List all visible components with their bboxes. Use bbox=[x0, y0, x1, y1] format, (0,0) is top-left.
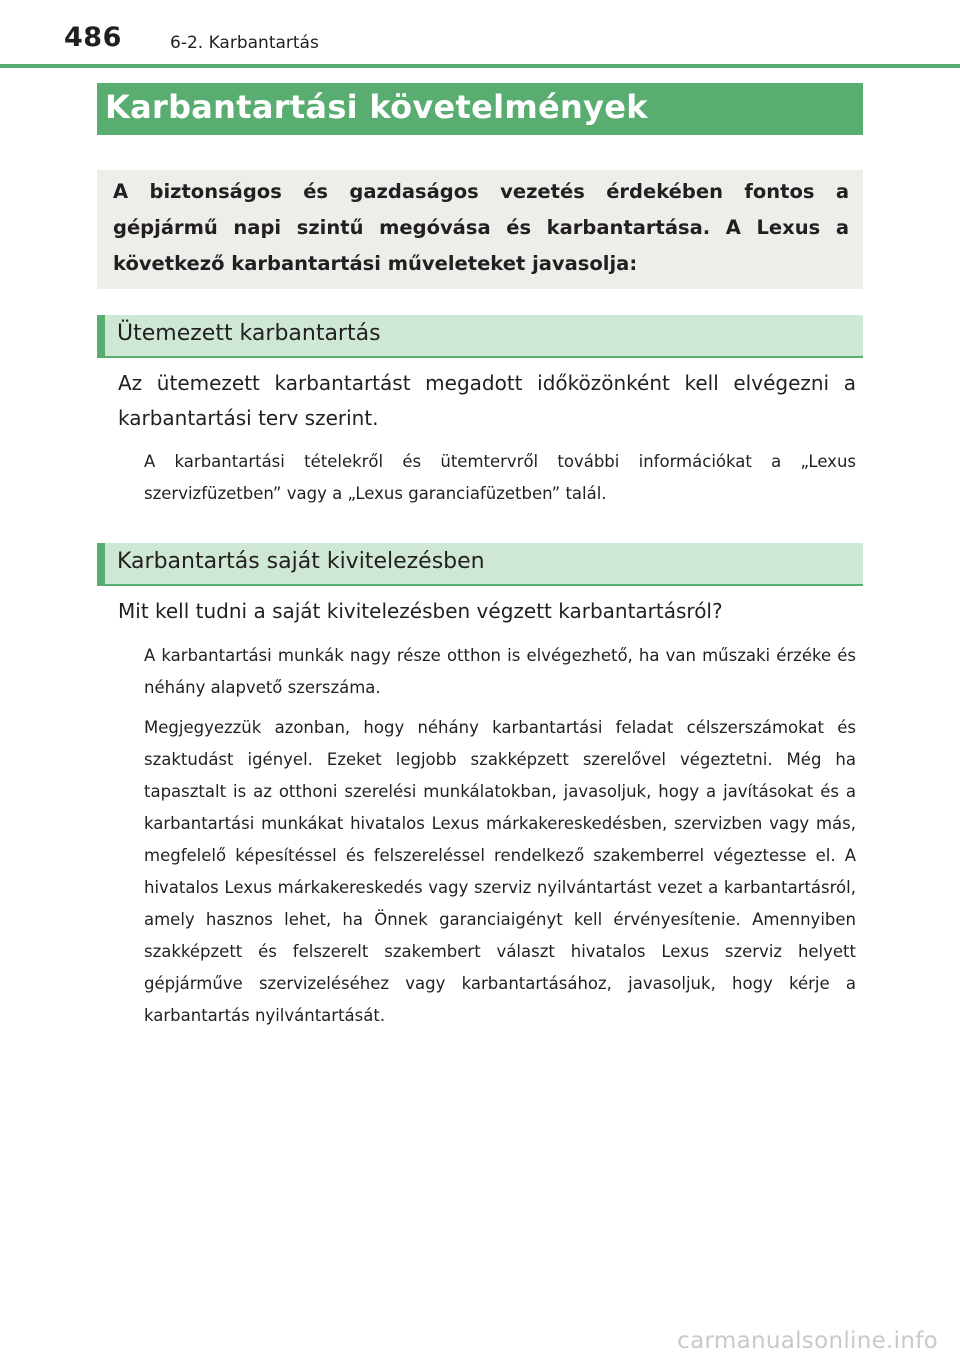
paragraph-scheduled-info: A karbantartási tételekről és ütemtervről további információkat a „Lexus szervizfüzetben” vagy a „Lexus garanciafüzetben” talál. bbox=[144, 452, 856, 503]
intro-text: A biztonságos és gazdaságos vezetés érdekében fontos a gépjármű napi szintű megóvása és karbantartása. A Lexus a következő karbantartási műveleteket javasolja: bbox=[113, 180, 849, 275]
page-title-bar bbox=[97, 83, 863, 135]
section-lead-scheduled: Az ütemezett karbantartást megadott időközönként kell elvégezni a karbantartási terv szerint. bbox=[118, 371, 856, 430]
section-heading-diy bbox=[97, 543, 863, 586]
page-header bbox=[0, 0, 960, 68]
page-title: Karbantartási követelmények bbox=[105, 88, 648, 126]
section-heading-text: Ütemezett karbantartás bbox=[117, 321, 381, 346]
paragraph-diy-note: Megjegyezzük azonban, hogy néhány karbantartási feladat célszerszámokat és szaktudást igényel. Ezeket legjobb szakképzett szerelővel végeztetni. Még ha tapasztalt is az otthoni szerelési munkálatokban, javasoljuk, hogy a javításokat és a karbantartási munkákat hivatalos Lexus márkakereskedésben, szervizben vagy más, megfelelő képesítéssel és felszereléssel rendelkező szakemberrel végeztesse el. A hivatalos Lexus márkakereskedés vagy szerviz nyilvántartást vezet a karbantartásról, amely hasznos lehet, ha Önnek garanciaigényt kell érvényesítenie. Amennyiben szakképzett és felszerelt szakembert választ hivatalos Lexus szerviz helyett gépjárműve szervizeléséhez vagy karbantartásához, javasoljuk, hogy kérje a karbantartás nyilvántartását. bbox=[144, 718, 856, 1025]
paragraph-diy-intro: A karbantartási munkák nagy része otthon is elvégezhető, ha van műszaki érzéke és néhány alapvető szerszáma. bbox=[144, 646, 856, 697]
section-heading-scheduled bbox=[97, 315, 863, 358]
header-divider bbox=[0, 64, 960, 68]
intro-box bbox=[97, 170, 863, 289]
section-lead-diy: Mit kell tudni a saját kivitelezésben végzett karbantartásról? bbox=[118, 599, 723, 623]
section-heading-text: Karbantartás saját kivitelezésben bbox=[117, 549, 485, 574]
page-number: 486 bbox=[64, 22, 122, 53]
section-path: 6-2. Karbantartás bbox=[170, 33, 319, 53]
watermark: carmanualsonline.info bbox=[677, 1328, 938, 1354]
